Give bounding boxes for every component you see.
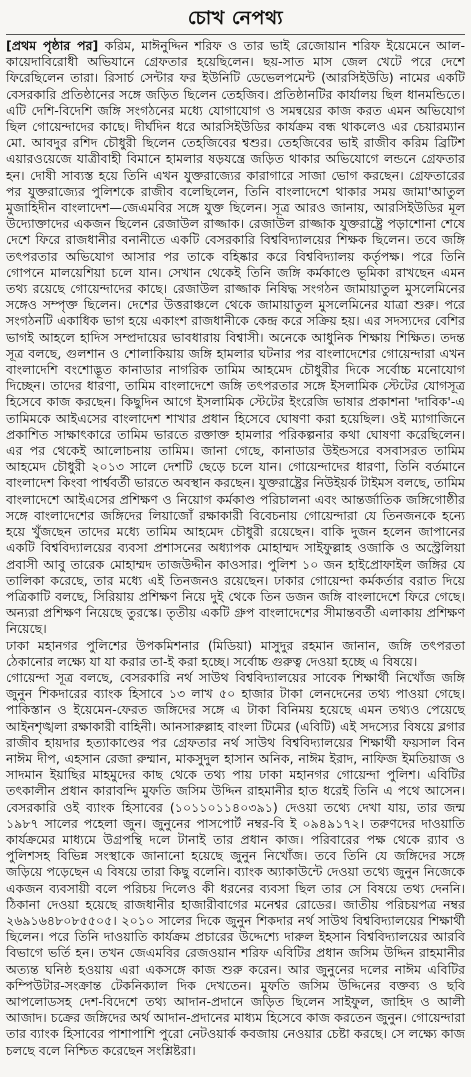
continuation-label: [প্রথম পৃষ্ঠার পর] bbox=[6, 38, 99, 53]
article-header bbox=[6, 4, 465, 35]
paragraph-text: করিম, মাঈনুদ্দিন শরিফ ও তার ভাই রেজোয়ান শরিফ ইয়েমেনে আল-কায়েদাবিরোধী অভিযানে গ্রেফতার হয়েছিলেন। ছয়-সাত মাস জেল খেটে পরে দেশে ফিরেছিলেন তারা। রিসার্চ সেন্টার ফর ইউনিটি ডেভেলপমেন্ট (আরসিইউডি) নামের একটি বেসরকারি প্রতিষ্ঠানের সঙ্গে জড়িত ছিলেন তেহজিব। প্রতিষ্ঠানটির কার্যালয় ছিল ধানমন্ডিতে। এটি দেশি-বিদেশি জঙ্গি সংগঠনের মধ্যে যোগাযোগ ও সমন্বয়ের কাজ করত এমন অভিযোগ ছিল গোয়েন্দাদের কাছে। দীর্ঘদিন ধরে আরসিইউডির কার্যক্রম বন্ধ থাকলেও এর চেয়ারম্যান মো. আবদুর রশিদ চৌধুরী ছিলেন তেহজিবের শ্বশুর। তেহজিবের ভাই রাজীব করিম ব্রিটিশ এয়ারওয়েজে যাত্রীবাহী বিমানে হামলার ষড়যন্ত্রে জড়িত থাকার অভিযোগে লন্ডনে গ্রেফতার হন। দোষী সাব্যস্ত হয়ে তিনি এখন যুক্তরাজ্যের কারাগারে সাজা ভোগ করছেন। গ্রেফতারের পর যুক্তরাজ্যের পুলিশকে রাজীব বলেছিলেন, তিনি বাংলাদেশে থাকার সময় জামা'আতুল মুজাহিদীন বাংলাদেশ—জেএমবির সঙ্গে যুক্ত ছিলেন। সূত্র আরও জানায়, আরসিইউডির মূল উদ্যোক্তাদের একজন ছিলেন রেজাউল রাজ্জাক। রেজাউল রাজ্জাক যুক্তরাষ্ট্রে পড়াশোনা শেষে দেশে ফিরে রাজধানীর বনানীতে একটি বেসরকারি বিশ্ববিদ্যালয়ের শিক্ষক ছিলেন। তবে জঙ্গি তৎপরতার অভিযোগ আসার পর তাকে বহিষ্কার করে বিশ্ববিদ্যালয় কর্তৃপক্ষ। পরে তিনি গোপনে মালয়েশিয়া চলে যান। সেখান থেকেই তিনি জঙ্গি কর্মকাণ্ডে ভূমিকা রাখছেন এমন তথ্য রয়েছে গোয়েন্দাদের কাছে। রেজাউল রাজ্জাক নিষিদ্ধ সংগঠন জামায়াতুল মুসলেমিনের সঙ্গেও সম্পৃক্ত ছিলেন। দেশের উত্তরাঞ্চলে থেকে জামায়াতুল মুসলেমিনের যাত্রা শুরু। পরে সংগঠনটি একাধিক ভাগ হয়ে একাংশ রাজধানীকে কেন্দ্র করে সক্রিয় হয়। এর সদস্যদের বেশির ভাগই আহলে হাদিস সম্প্রদায়ের ভাবধারায় বিশ্বাসী। অনেকে আধুনিক শিক্ষায় শিক্ষিত। তদন্ত সূত্র বলছে, গুলশান ও শোলাকিয়ায় জঙ্গি হামলার ঘটনার পর বাংলাদেশের গোয়েন্দারা এখন বাংলাদেশি বংশোদ্ভূত কানাডার নাগরিক তামিম আহমেদ চৌধুরীর দিকে সর্বোচ্চ মনোযোগ দিচ্ছেন। তাদের ধারণা, তামিম বাংলাদেশে জঙ্গি তৎপরতার সঙ্গে ইসলামিক স্টেটের যোগসূত্র হিসেবে কাজ করছেন। কিছুদিন আগে ইসলামিক স্টেটের ইংরেজি ভাষার প্রকাশনা 'দাবিক'-এ তামিমকে আইএসের বাংলাদেশ শাখার প্রধান হিসেবে ঘোষণা করা হয়েছিল। ওই ম্যাগাজিনে প্রকাশিত সাক্ষাৎকারে তামিম ভারতে রক্তাক্ত হামলার পরিকল্পনার কথা ঘোষণা করেছিলেন। এর পর থেকেই আলোচনায় তামিম। জানা গেছে, কানাডার উইন্ডসরে বসবাসরত তামিম আহমেদ চৌধুরী ২০১৩ সালে দেশটি ছেড়ে চলে যান। গোয়েন্দাদের ধারণা, তিনি বর্তমানে বাংলাদেশ কিংবা পার্শ্ববর্তী ভারতে অবস্থান করছেন। যুক্তরাষ্ট্রের নিউইয়র্ক টাইমস বলছে, তামিম বাংলাদেশে আইএসের প্রশিক্ষণ ও নিয়োগ কর্মকাণ্ড পরিচালনা এবং আন্তর্জাতিক জঙ্গিগোষ্ঠীর সঙ্গে বাংলাদেশের জঙ্গিদের লিয়াজোঁ রক্ষাকারী বিবেচনায় গোয়েন্দারা যে তিনজনকে হন্যে হয়ে খুঁজছেন তাদের মধ্যে তামিম আহমেদ চৌধুরী রয়েছেন। বাকি দুজন হলেন জাপানের একটি বিশ্ববিদ্যালয়ের ব্যবসা প্রশাসনের অধ্যাপক মোহাম্মদ সাইফুল্লাহ ওজাকি ও অস্ট্রেলিয়া প্রবাসী আবু তারেক মোহাম্মদ তাজউদ্দীন কাওসার। পুলিশ ১০ জন হাইপ্রোফাইল জঙ্গির যে তালিকা করেছে, তার মধ্যে এই তিনজনও রয়েছেন। ঢাকার গোয়েন্দা কর্মকর্তার বরাত দিয়ে পত্রিকাটি বলছে, সিরিয়ায় প্রশিক্ষণ নিয়ে দুই থেকে তিন ডজন জঙ্গি বাংলাদেশে ফিরে গেছে। অন্যরা প্রশিক্ষণ নিয়েছে তুরস্কে। তৃতীয় একটি গ্রুপ বাংলাদেশের সীমান্তবর্তী এলাকায় প্রশিক্ষণ নিয়েছে। bbox=[6, 38, 465, 637]
article-body bbox=[6, 38, 465, 1059]
article-paragraph bbox=[6, 670, 465, 1059]
article-paragraph bbox=[6, 38, 465, 638]
paragraph-text: গোয়েন্দা সূত্র বলছে, বেসরকারি নর্থ সাউথ বিশ্ববিদ্যালয়ের সাবেক শিক্ষার্থী নিখোঁজ জঙ্গি জুনুন শিকদারের ব্যাংক হিসাবে ১৩ লাখ ৫০ হাজার টাকা লেনদেনের তথ্য পাওয়া গেছে। পাকিস্তান ও ইয়েমেন-ফেরত জঙ্গিদের সঙ্গে এ টাকা বিনিময় হয়েছে এমন তথ্যও পেয়েছে আইনশৃঙ্খলা রক্ষাকারী বাহিনী। আনসারুল্লাহ বাংলা টিমের (এবিটি) এই সদস্যের বিষয়ে ব্লগার রাজীব হায়দার হত্যাকাণ্ডের পর গ্রেফতার নর্থ সাউথ বিশ্ববিদ্যালয়ের শিক্ষার্থী ফয়সাল বিন নাঈম দীপ, এহসান রেজা রুম্মান, মাকসুদুল হাসান অনিক, নাঈম ইরাদ, নাফিজ ইমতিয়াজ ও সাদমান ইয়াছির মাহমুদের কাছ থেকে তথ্য পায় ঢাকা মহানগর গোয়েন্দা পুলিশ। এবিটির তৎকালীন প্রধান কারাবন্দি মুফতি জসিম উদ্দিন রাহমানীর হাত ধরেই তিনি এ পথে আসেন। বেসরকারি ওই ব্যাংক হিসাবের (১০১১০১১৪০৩৯১) দেওয়া তথ্যে দেখা যায়, তার জন্ম ১৯৮৭ সালের পহেলা জুন। জুনুনের পাসপোর্ট নম্বর-বি ই ০৯৪৯১৭২। তরুণদের দাওয়াতি কার্যক্রমের মাধ্যমে উগ্রপন্থি দলে টানাই তার প্রধান কাজ। পরিবারের পক্ষ থেকে র‌্যাব ও পুলিশসহ বিভিন্ন সংস্থাকে জানানো হয়েছে জুনুন নিখোঁজ। তবে তিনি যে জঙ্গিদের সঙ্গে জড়িয়ে পড়েছেন এ বিষয়ে তারা কিছু বলেনি। ব্যাংক অ্যাকাউন্টে দেওয়া তথ্যে জুনুন নিজেকে একজন ব্যবসায়ী বলে পরিচয় দিলেও কী ধরনের ব্যবসা ছিল তার সে বিষয়ে তথ্য দেননি। ঠিকানা দেওয়া হয়েছে রাজধানীর হাজারীবাগের মনেশ্বর রোডের। জাতীয় পরিচয়পত্র নম্বর ২৬৯১৬৪৮০৮৫৫০৫। ২০১০ সালের দিকে জুনুন শিকদার নর্থ সাউথ বিশ্ববিদ্যালয়ের শিক্ষার্থী ছিলেন। পরে তিনি দাওয়াতি কার্যক্রম প্রচারের উদ্দেশ্যে দারুল ইহসান বিশ্ববিদ্যালয়ের আরবি বিভাগে ভর্তি হন। তখন জেএমবির রেজওয়ান শরিফ এবিটির প্রধান জসিম উদ্দিন রাহমানীর অত্যন্ত ঘনিষ্ঠ হওয়ায় এরা একসঙ্গে কাজ শুরু করেন। আর জুনুনের দলের নাঈম এবিটির কম্পিউটার-সংক্রান্ত টেকনিক্যাল দিক দেখতেন। মুফতি জসিম উদ্দিনের বক্তব্য ও ছবি আপলোডসহ দেশ-বিদেশে তথ্য আদান-প্রদানে জড়িত ছিলেন সাইফুল, জাহিদ ও আলী আজাদ। চক্রের জঙ্গিদের অর্থ আদান-প্রদানের মাধ্যম হিসেবে কাজ করতেন জুনুন। গোয়েন্দারা তার ব্যাংক হিসাবের পাশাপাশি পুরো নেটওয়ার্ক কবজায় নেওয়ার চেষ্টা করছে। সে লক্ষ্যে কাজ চলছে বলে নিশ্চিত করেছেন সংশ্লিষ্টরা। bbox=[6, 669, 465, 1058]
article-paragraph bbox=[6, 638, 465, 670]
article-title: চোখ নেপথ্য bbox=[187, 7, 284, 29]
paragraph-text: ঢাকা মহানগর পুলিশের উপকমিশনার (মিডিয়া) মাসুদুর রহমান জানান, জঙ্গি তৎপরতা ঠেকানোর লক্ষ্যে যা যা করার তা-ই করা হচ্ছে। সর্বোচ্চ গুরুত্ব দেওয়া হচ্ছে এ বিষয়ে। bbox=[6, 637, 465, 669]
